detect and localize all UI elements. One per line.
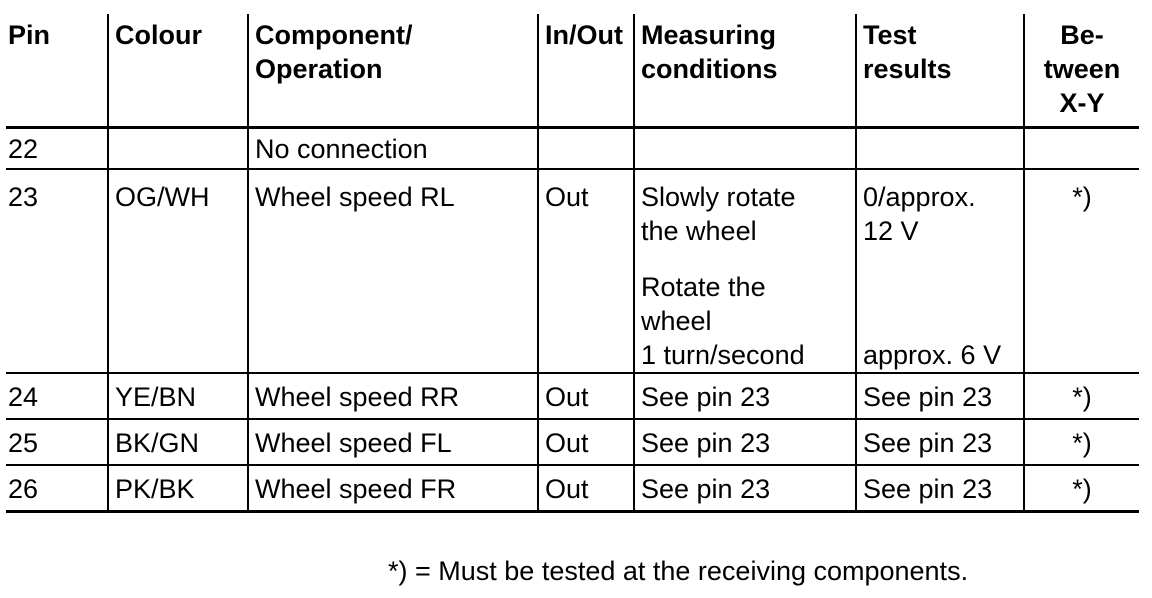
result-a: 0/approx. 12 V (863, 182, 976, 246)
cell-pin: 25 (6, 419, 108, 465)
cell-inout: Out (538, 373, 634, 419)
cell-measuring: See pin 23 (634, 373, 856, 419)
cell-between: *) (1024, 465, 1139, 512)
cell-inout: Out (538, 465, 634, 512)
cell-pin: 23 (6, 169, 108, 373)
header-component: Component/ Operation (248, 14, 538, 128)
cell-colour: YE/BN (108, 373, 248, 419)
result-b: approx. 6 V (863, 340, 1002, 370)
cell-between: *) (1024, 419, 1139, 465)
cell-component: Wheel speed FL (248, 419, 538, 465)
header-inout: In/Out (538, 14, 634, 128)
pin-table-container (6, 14, 1139, 513)
cell-colour: OG/WH (108, 169, 248, 373)
footnote: *) = Must be tested at the receiving components. (388, 556, 969, 586)
cell-inout: Out (538, 169, 634, 373)
cell-between (1024, 128, 1139, 170)
header-measuring: Measuring conditions (634, 14, 856, 128)
table-header-row (6, 14, 1139, 128)
cell-inout (538, 128, 634, 170)
cell-pin: 22 (6, 128, 108, 170)
cell-colour: PK/BK (108, 465, 248, 512)
cell-pin: 26 (6, 465, 108, 512)
cell-component: Wheel speed RR (248, 373, 538, 419)
header-test-results: Test results (856, 14, 1024, 128)
cell-component: Wheel speed FR (248, 465, 538, 512)
cell-component: Wheel speed RL (248, 169, 538, 373)
cell-between: *) (1024, 373, 1139, 419)
cell-results: See pin 23 (856, 419, 1024, 465)
header-between: Be- tween X-Y (1024, 14, 1139, 128)
cell-results (856, 128, 1024, 170)
header-colour: Colour (108, 14, 248, 128)
table-row (6, 169, 1139, 373)
cell-results (856, 169, 1024, 373)
cell-colour: BK/GN (108, 419, 248, 465)
cell-colour (108, 128, 248, 170)
pin-table (6, 14, 1139, 513)
table-row (6, 465, 1139, 512)
cell-measuring: See pin 23 (634, 465, 856, 512)
cell-results: See pin 23 (856, 373, 1024, 419)
measuring-condition-b: Rotate the wheel 1 turn/second (641, 272, 805, 370)
cell-measuring: See pin 23 (634, 419, 856, 465)
cell-measuring (634, 128, 856, 170)
cell-measuring (634, 169, 856, 373)
header-pin: Pin (6, 14, 108, 128)
cell-pin: 24 (6, 373, 108, 419)
cell-results: See pin 23 (856, 465, 1024, 512)
cell-component: No connection (248, 128, 538, 170)
table-row (6, 373, 1139, 419)
table-row (6, 419, 1139, 465)
measuring-condition-a: Slowly rotate the wheel (641, 182, 796, 246)
cell-inout: Out (538, 419, 634, 465)
cell-between: *) (1024, 169, 1139, 373)
table-row (6, 128, 1139, 170)
